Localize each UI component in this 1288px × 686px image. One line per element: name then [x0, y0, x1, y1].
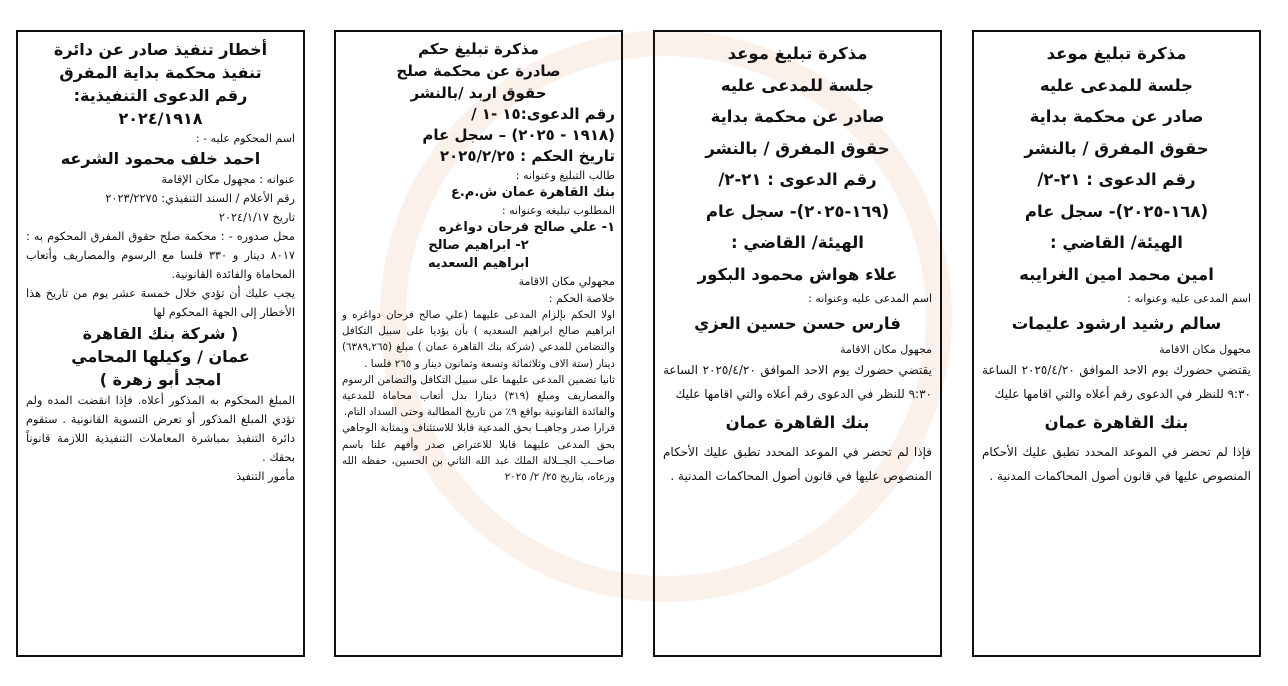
notice4-date: تاريخ ٢٠٢٤/١/١٧: [218, 211, 295, 224]
notice3-title-2: صادرة عن محكمة صلح: [396, 62, 561, 80]
notice4-title-1: أخطار تنفيذ صادر عن دائرة: [53, 40, 268, 59]
notice3-title-1: مذكرة تبليغ حكم: [418, 40, 539, 58]
notice-judgment: [334, 30, 623, 657]
notice1-defendant-label: اسم المدعى عليه وعنوانه :: [1127, 292, 1251, 305]
notice4-signature: مأمور التنفيذ: [236, 470, 295, 483]
notice-execution: [16, 30, 305, 657]
notice4-title-4: ٢٠٢٤/١٩١٨: [118, 109, 203, 128]
notice3-target-1: ١- علي صالح فرحان دواغره: [438, 220, 615, 235]
notice3-second: ثانيا تضمين المدعى عليهما على سبيل التكافل والتضامن الرسوم والمصاريف ومبلغ (٣١٩) دينارا بدل أتعاب محاماة للمدعية والفائدة القانونية بواقع ٩٪ من تاريخ المطالبة وحتى السداد التام.: [342, 373, 615, 419]
notice4-issuer: محل صدوره - : محكمة صلح حقوق المفرق المحكوم به : ٨٠١٧ دينار و ٣٣٠ فلسا مع الرسوم والمصاريف وأتعاب المحاماة والفائدة القانونية.: [26, 230, 295, 281]
notice1-title-1: مذكرة تبليغ موعد: [1046, 44, 1187, 63]
notice2-judge-name: علاء هواش محمود البكور: [697, 264, 898, 284]
notice1-title-3: صادر عن محكمة بداية: [1029, 107, 1204, 126]
notice1-judge-label: الهيئة/ القاضي :: [1050, 233, 1183, 252]
notice-hearing-2: [653, 30, 942, 657]
notice2-plaintiff: بنك القاهرة عمان: [725, 413, 870, 432]
notice2-case-number: رقم الدعوى : ٢١-٢/: [718, 170, 877, 189]
notice4-title-3: رقم الدعوى التنفيذية:: [73, 86, 248, 105]
notice1-footer: فإذا لم تحضر في الموعد المحدد تطبق عليك الأحكام المنصوص عليها في قانون أصول المحاكمات المدنية .: [982, 445, 1251, 483]
notice2-body: يقتضي حضورك يوم الاحد الموافق ٢٠٢٥/٤/٢٠ الساعة ٩:٣٠ للنظر في الدعوى رقم أعلاه والتي اقامها عليك: [663, 363, 932, 401]
notice3-final: قرارا صدر وجاهيــا بحق المدعية قابلا للاستئناف وبمثابة الوجاهي بحق المدعى عليهما قابلا للاعتراض صدر وأفهم علنا باسم صاحــب الجــلالة الملك عبد الله الثاني بن الحسين، حفظه الله ورعاه، بتاريخ ٢٥/ ٢/ ٢٠٢٥: [342, 422, 615, 484]
notice4-title-2: تنفيذ محكمة بداية المفرق: [59, 63, 262, 82]
notice2-case-year: (١٦٩-٢٠٢٥)- سجل عام: [705, 201, 890, 221]
notice4-creditor-2: عمان / وكيلها المحامي: [71, 347, 250, 366]
notice2-title-3: صادر عن محكمة بداية: [710, 107, 885, 126]
notice3-target-label: المطلوب تبليغه وعنوانه :: [501, 204, 615, 217]
notice3-requester: بنك القاهرة عمان ش.م.ع: [450, 185, 615, 200]
notice1-title-4: حقوق المفرق / بالنشر: [1024, 138, 1209, 158]
notice3-case-year: (١٩١٨ - ٢٠٢٥) – سجل عام: [422, 126, 615, 144]
notice1-plaintiff: بنك القاهرة عمان: [1044, 413, 1189, 432]
notice3-title-3: حقوق اربد /بالنشر: [410, 84, 547, 102]
notice4-instruction: يجب عليك أن تؤدي خلال خمسة عشر يوم من تاريخ هذا الأخطار إلى الجهة المحكوم لها: [26, 287, 295, 319]
notice-hearing-1: [972, 30, 1261, 657]
notice2-title-2: جلسة للمدعى عليه: [720, 75, 875, 95]
notice3-summary-label: خلاصة الحكم :: [548, 292, 615, 305]
notice4-notice-no: رقم الأعلام / السند التنفيذي: ٢٠٢٣/٢٢٧٥: [105, 192, 295, 205]
notice4-warning: المبلغ المحكوم به المذكور أعلاه. فإذا انقضت المده ولم تؤدي المبلغ المذكور أو تعرض التسوية القانونية . ستقوم دائرة التنفيذ بمباشرة المعاملات التنفيذية اللازمة قانوناً بحقك .: [26, 394, 295, 464]
notice3-case-number: رقم الدعوى:١٥ -١ /: [471, 105, 615, 123]
notice3-summary: اولا الحكم بإلزام المدعى عليهما (علي صالح فرحان دواغره و ابراهيم صالح ابراهيم السعديه ) بأن يؤديا على سبيل التكافل والتضامن للمدعي (شركة بنك القاهرة عمان ) مبلغ (٦٣٨٩,٢٦٥) دينار (ستة الاف وثلاثمائة وتسعة وثمانون دينار و ٢٦٥ فلسا .: [342, 309, 615, 370]
notice4-creditor-3: امجد أبو زهرة ): [99, 370, 222, 389]
notice2-footer: فإذا لم تحضر في الموعد المحدد تطبق عليك الأحكام المنصوص عليها في قانون أصول المحاكمات المدنية .: [663, 445, 932, 483]
notice2-defendant-label: اسم المدعى عليه وعنوانه :: [808, 292, 932, 305]
notice4-creditor-1: ( شركة بنك القاهرة: [82, 324, 239, 343]
notice3-residence: مجهولي مكان الاقامة: [518, 275, 615, 288]
notice3-target-2: ٢- ابراهيم صالح: [428, 238, 529, 253]
notice2-residence: مجهول مكان الاقامة: [840, 343, 932, 356]
notice3-judgment-date: تاريخ الحكم : ٢٠٢٥/٢/٢٥: [439, 147, 615, 165]
notice1-case-year: (١٦٨-٢٠٢٥)- سجل عام: [1024, 201, 1209, 221]
notice1-body: يقتضي حضورك يوم الاحد الموافق ٢٠٢٥/٤/٢٠ الساعة ٩:٣٠ للنظر في الدعوى رقم أعلاه والتي اقامها عليك: [982, 363, 1251, 401]
notice2-title-1: مذكرة تبليغ موعد: [727, 44, 868, 63]
notice3-target-3: ابراهيم السعديه: [427, 256, 530, 271]
notice1-defendant-name: سالم رشيد ارشود عليمات: [1011, 314, 1222, 333]
notice4-address: عنوانه : مجهول مكان الإقامة: [161, 173, 295, 186]
notice3-requester-label: طالب التبليغ وعنوانه :: [515, 169, 615, 182]
notice1-case-number: رقم الدعوى : ٢١-٢/: [1037, 170, 1196, 189]
notice4-convicted-name: احمد خلف محمود الشرعه: [60, 149, 261, 168]
notice4-convicted-label: اسم المحكوم عليه - :: [195, 132, 295, 145]
notice2-defendant-name: فارس حسن حسين العزي: [694, 314, 901, 333]
notice2-title-4: حقوق المفرق / بالنشر: [705, 138, 890, 158]
notice1-residence: مجهول مكان الاقامة: [1159, 343, 1251, 356]
notice2-judge-label: الهيئة/ القاضي :: [731, 233, 864, 252]
notice1-title-2: جلسة للمدعى عليه: [1039, 75, 1194, 95]
notice1-judge-name: امين محمد امين الغرايبه: [1019, 264, 1214, 284]
